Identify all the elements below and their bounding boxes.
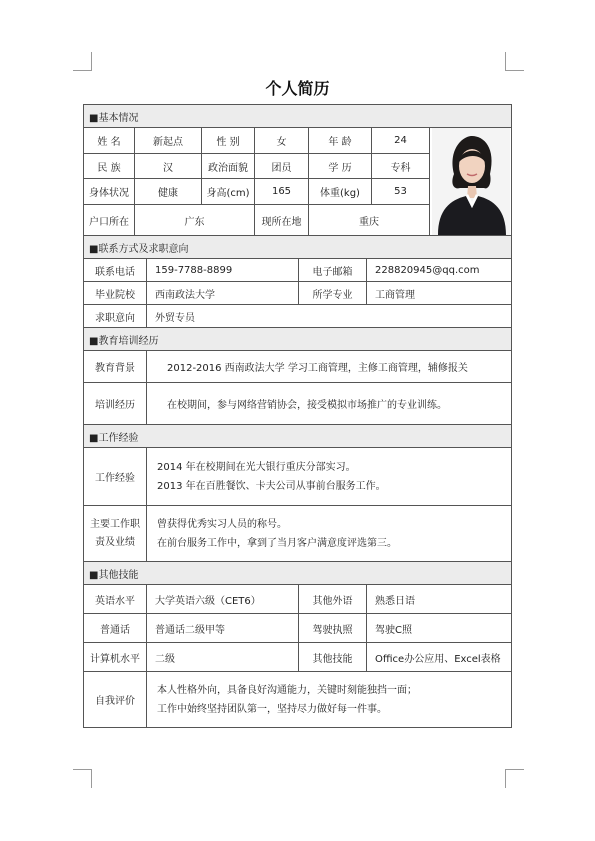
email-value: 228820945@qq.com bbox=[367, 259, 512, 282]
self-eval-label: 自我评价 bbox=[84, 672, 147, 728]
ethnicity-value: 汉 bbox=[135, 153, 202, 179]
experience-value bbox=[147, 448, 512, 506]
resume-sheet bbox=[83, 104, 511, 728]
duties-value bbox=[147, 506, 512, 562]
duties-line: 曾获得优秀实习人员的称号。 bbox=[157, 518, 287, 530]
crop-mark-top-left bbox=[73, 52, 92, 71]
document-title: 个人简历 bbox=[265, 79, 330, 98]
work-table bbox=[83, 424, 512, 562]
intent-value: 外贸专员 bbox=[147, 305, 512, 328]
crop-mark-bottom-right bbox=[505, 769, 524, 788]
mandarin-label: 普通话 bbox=[84, 614, 147, 643]
major-value: 工商管理 bbox=[367, 282, 512, 305]
school-value: 西南政法大学 bbox=[147, 282, 299, 305]
health-label: 身体状况 bbox=[84, 179, 135, 205]
height-label: 身高(cm) bbox=[202, 179, 255, 205]
experience-line: 2013 年在百胜餐饮、卡夫公司从事前台服务工作。 bbox=[157, 480, 386, 492]
crop-mark-top-right bbox=[505, 52, 524, 71]
weight-label: 体重(kg) bbox=[309, 179, 372, 205]
training-label: 培训经历 bbox=[84, 383, 147, 425]
age-value: 24 bbox=[372, 128, 430, 154]
other-lang-label: 其他外语 bbox=[299, 585, 367, 614]
residence-value: 重庆 bbox=[309, 205, 430, 236]
health-value: 健康 bbox=[135, 179, 202, 205]
residence-label: 现所在地 bbox=[255, 205, 309, 236]
phone-value: 159-7788-8899 bbox=[147, 259, 299, 282]
education-label: 学 历 bbox=[309, 153, 372, 179]
license-label: 驾驶执照 bbox=[299, 614, 367, 643]
other-skill-label: 其他技能 bbox=[299, 643, 367, 672]
name-value: 新起点 bbox=[135, 128, 202, 154]
section-basic-info: ■基本情况 bbox=[84, 105, 512, 128]
gender-value: 女 bbox=[255, 128, 309, 154]
education-table bbox=[83, 327, 512, 425]
self-eval-value bbox=[147, 672, 512, 728]
gender-label: 性 别 bbox=[202, 128, 255, 154]
duties-label bbox=[84, 506, 147, 562]
age-label: 年 龄 bbox=[309, 128, 372, 154]
computer-value: 二级 bbox=[147, 643, 299, 672]
self-eval-line: 本人性格外向，具备良好沟通能力，关键时刻能独挡一面； bbox=[157, 684, 417, 696]
name-label: 姓 名 bbox=[84, 128, 135, 154]
section-contact: ■联系方式及求职意向 bbox=[84, 236, 512, 259]
crop-mark-bottom-left bbox=[73, 769, 92, 788]
background-value: 2012-2016 西南政法大学 学习工商管理，主修工商管理，辅修报关 bbox=[147, 351, 512, 383]
hukou-value: 广东 bbox=[135, 205, 255, 236]
background-label: 教育背景 bbox=[84, 351, 147, 383]
section-skills: ■其他技能 bbox=[84, 562, 512, 585]
skills-table bbox=[83, 561, 512, 728]
major-label: 所学专业 bbox=[299, 282, 367, 305]
experience-line: 2014 年在校期间在光大银行重庆分部实习。 bbox=[157, 461, 356, 473]
other-skill-value: Office办公应用、Excel表格 bbox=[367, 643, 512, 672]
height-value: 165 bbox=[255, 179, 309, 205]
contact-table bbox=[83, 235, 512, 328]
political-label: 政治面貌 bbox=[202, 153, 255, 179]
experience-label: 工作经验 bbox=[84, 448, 147, 506]
mandarin-value: 普通话二级甲等 bbox=[147, 614, 299, 643]
political-value: 团员 bbox=[255, 153, 309, 179]
duties-label-line: 责及业绩 bbox=[95, 536, 135, 548]
ethnicity-label: 民 族 bbox=[84, 153, 135, 179]
basic-info-table bbox=[83, 104, 512, 236]
duties-label-line: 主要工作职 bbox=[90, 518, 140, 530]
license-value: 驾驶C照 bbox=[367, 614, 512, 643]
section-work: ■工作经验 bbox=[84, 425, 512, 448]
education-value: 专科 bbox=[372, 153, 430, 179]
weight-value: 53 bbox=[372, 179, 430, 205]
section-education: ■教育培训经历 bbox=[84, 328, 512, 351]
school-label: 毕业院校 bbox=[84, 282, 147, 305]
profile-photo bbox=[430, 128, 512, 236]
intent-label: 求职意向 bbox=[84, 305, 147, 328]
other-lang-value: 熟悉日语 bbox=[367, 585, 512, 614]
email-label: 电子邮箱 bbox=[299, 259, 367, 282]
english-value: 大学英语六级（CET6） bbox=[147, 585, 299, 614]
english-label: 英语水平 bbox=[84, 585, 147, 614]
self-eval-line: 工作中始终坚持团队第一，坚持尽力做好每一件事。 bbox=[157, 703, 387, 715]
hukou-label: 户口所在 bbox=[84, 205, 135, 236]
phone-label: 联系电话 bbox=[84, 259, 147, 282]
profile-photo-image bbox=[432, 128, 510, 235]
duties-line: 在前台服务工作中，拿到了当月客户满意度评选第三。 bbox=[157, 537, 397, 549]
training-value: 在校期间，参与网络营销协会，接受模拟市场推广的专业训练。 bbox=[147, 383, 512, 425]
computer-label: 计算机水平 bbox=[84, 643, 147, 672]
